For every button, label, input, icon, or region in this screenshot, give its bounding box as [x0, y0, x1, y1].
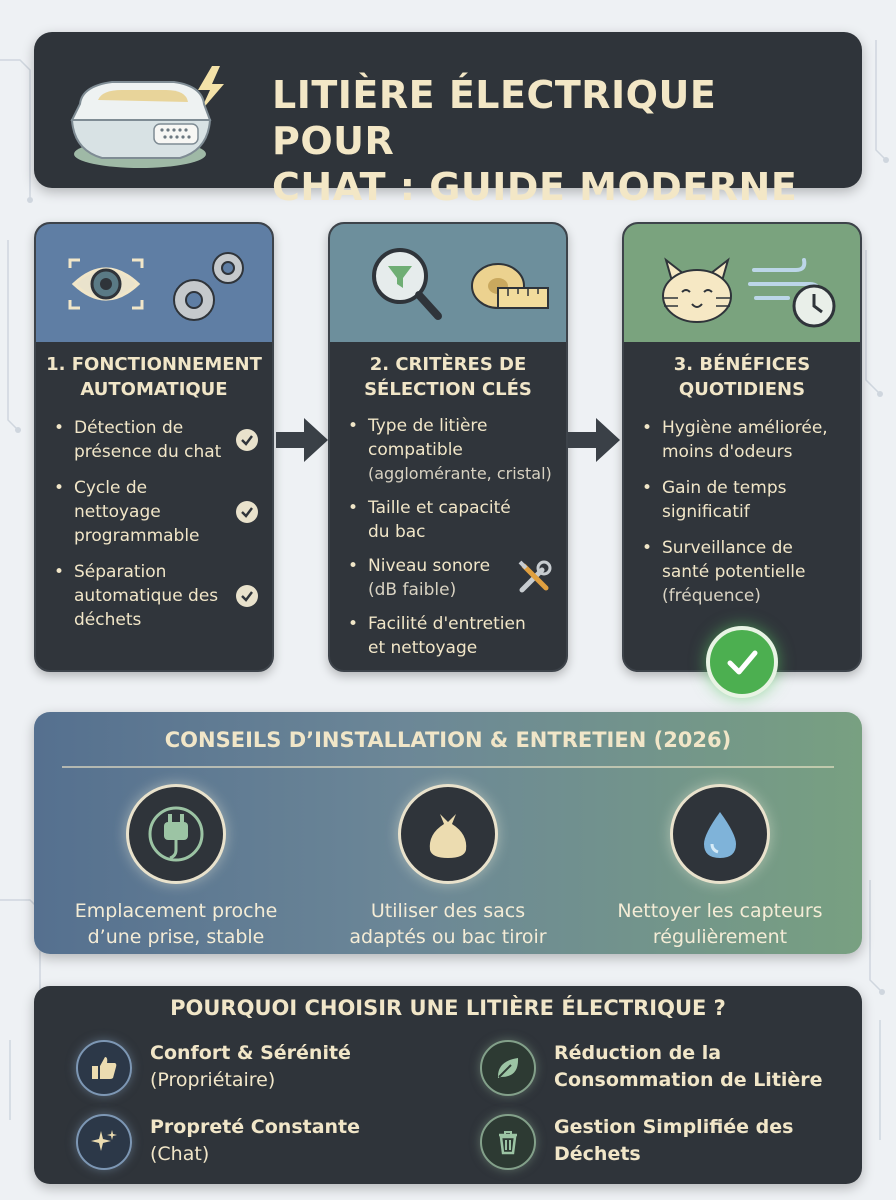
- list-item: • Cycle de nettoyage programmable: [50, 476, 262, 548]
- item-text: significatif: [662, 502, 750, 522]
- item-text: Séparation: [74, 562, 167, 582]
- header-banner: [34, 32, 862, 209]
- card-daily-benefits: [622, 222, 862, 672]
- tip-item: [318, 784, 578, 950]
- eye-gear-icons: [36, 224, 274, 342]
- item-subtext: (dB faible): [368, 580, 457, 600]
- cat-face-icon: [663, 260, 731, 322]
- benefit-title: Propreté Constante: [150, 1116, 361, 1138]
- cat-air-icons: [624, 224, 862, 342]
- benefit-subtext: (Chat): [150, 1143, 210, 1165]
- card-title-line: QUOTIDIENS: [678, 379, 806, 400]
- item-text: Taille et capacité: [368, 498, 511, 518]
- item-text: Surveillance de: [662, 538, 793, 558]
- drop-icon: [670, 784, 770, 884]
- card-header: [36, 224, 272, 342]
- list-item: • Taille et capacité du bac: [344, 496, 556, 544]
- benefit-title: Réduction de la: [554, 1042, 722, 1064]
- card-title: [330, 352, 566, 402]
- item-subtext: (fréquence): [662, 586, 761, 606]
- item-text: nettoyage: [74, 502, 161, 522]
- card-list: [624, 416, 860, 608]
- card-title-line: SÉLECTION CLÉS: [364, 379, 532, 400]
- item-text: du bac: [368, 522, 426, 542]
- list-item: • Hygiène améliorée, moins d'odeurs: [638, 416, 850, 464]
- check-icon: [236, 585, 258, 607]
- measuring-tape-icon: [472, 264, 548, 308]
- litter-box-icon: [62, 50, 242, 180]
- check-icon: [236, 501, 258, 523]
- magnifier-tape-icons: [330, 224, 568, 342]
- tips-title: CONSEILS D’INSTALLATION & ENTRETIEN (2026): [164, 728, 732, 752]
- card-title-line: 1. FONCTIONNEMENT: [46, 354, 262, 375]
- card-title: [624, 352, 860, 402]
- benefit-title: Confort & Sérénité: [150, 1042, 351, 1064]
- list-item: • Surveillance de santé potentielle (fréquence): [638, 536, 850, 608]
- card-automatic-operation: [34, 222, 274, 672]
- benefit-title: Déchets: [554, 1143, 641, 1165]
- benefit-item: [76, 1036, 436, 1100]
- plug-icon: [126, 784, 226, 884]
- tip-item: [46, 784, 306, 950]
- card-title: [36, 352, 272, 402]
- page-title: [272, 72, 852, 210]
- card-list: [330, 414, 566, 660]
- trash-icon: [480, 1114, 536, 1170]
- clock-icon: [794, 286, 834, 326]
- item-text: automatique des: [74, 586, 219, 606]
- item-text: Type de litière: [368, 416, 488, 436]
- benefit-title: Consommation de Litière: [554, 1069, 823, 1091]
- title-line-1: LITIÈRE ÉLECTRIQUE POUR: [272, 73, 717, 163]
- tip-text: Emplacement proche: [74, 900, 278, 922]
- why-title: POURQUOI CHOISIR UNE LITIÈRE ÉLECTRIQUE ?: [170, 996, 726, 1020]
- sparkle-icon: [76, 1114, 132, 1170]
- benefit-item: [480, 1110, 840, 1174]
- item-text: déchets: [74, 610, 142, 630]
- list-item: • Détection de présence du chat: [50, 416, 262, 464]
- why-choose-panel: [34, 986, 862, 1184]
- item-text: Gain de temps: [662, 478, 787, 498]
- benefit-item: [480, 1036, 840, 1100]
- benefit-item: [76, 1110, 436, 1174]
- arrow-right-icon: [274, 412, 330, 468]
- bag-icon: [398, 784, 498, 884]
- item-text: moins d'odeurs: [662, 442, 793, 462]
- item-text: présence du chat: [74, 442, 222, 462]
- benefit-title: Gestion Simplifiée des: [554, 1116, 794, 1138]
- tip-text: Utiliser des sacs: [370, 900, 526, 922]
- success-check-icon: [706, 626, 778, 698]
- item-text: Niveau sonore: [368, 556, 491, 576]
- item-text: compatible: [368, 440, 463, 460]
- item-subtext: (agglomérante, cristal): [368, 464, 552, 483]
- tip-text: adaptés ou bac tiroir: [349, 926, 547, 948]
- item-text: Cycle de: [74, 478, 148, 498]
- thumbs-up-icon: [76, 1040, 132, 1096]
- list-item: • Gain de temps significatif: [638, 476, 850, 524]
- divider: [62, 766, 834, 768]
- tip-text: d’une prise, stable: [87, 926, 265, 948]
- tools-icon: [514, 558, 554, 598]
- item-text: santé potentielle: [662, 562, 806, 582]
- list-item: • Type de litière compatible (agglomérante, cristal): [344, 414, 556, 486]
- item-text: Facilité d'entretien: [368, 614, 526, 634]
- item-text: Détection de: [74, 418, 184, 438]
- gear-icon: [174, 253, 243, 320]
- card-header: [330, 224, 566, 342]
- leaf-icon: [480, 1040, 536, 1096]
- card-selection-criteria: [328, 222, 568, 672]
- check-icon: [236, 429, 258, 451]
- card-list: [36, 416, 272, 632]
- card-title-line: AUTOMATIQUE: [80, 379, 228, 400]
- card-title-line: 3. BÉNÉFICES: [673, 354, 811, 375]
- list-item: • Niveau sonore (dB faible): [344, 554, 556, 602]
- installation-tips-panel: [34, 712, 862, 954]
- title-line-2: CHAT : GUIDE MODERNE: [272, 165, 798, 209]
- list-item: • Facilité d'entretien et nettoyage: [344, 612, 556, 660]
- item-text: et nettoyage: [368, 638, 478, 658]
- item-text: Hygiène améliorée,: [662, 418, 828, 438]
- tip-item: [590, 784, 850, 950]
- tip-text: Nettoyer les capteurs: [617, 900, 823, 922]
- tip-text: régulièrement: [652, 926, 788, 948]
- card-header: [624, 224, 860, 342]
- benefit-subtext: (Propriétaire): [150, 1069, 276, 1091]
- card-title-line: 2. CRITÈRES DE: [369, 354, 527, 375]
- eye-icon: [70, 260, 142, 308]
- arrow-right-icon: [566, 412, 622, 468]
- magnifier-filter-icon: [374, 250, 438, 316]
- item-text: programmable: [74, 526, 200, 546]
- list-item: • Séparation automatique des déchets: [50, 560, 262, 632]
